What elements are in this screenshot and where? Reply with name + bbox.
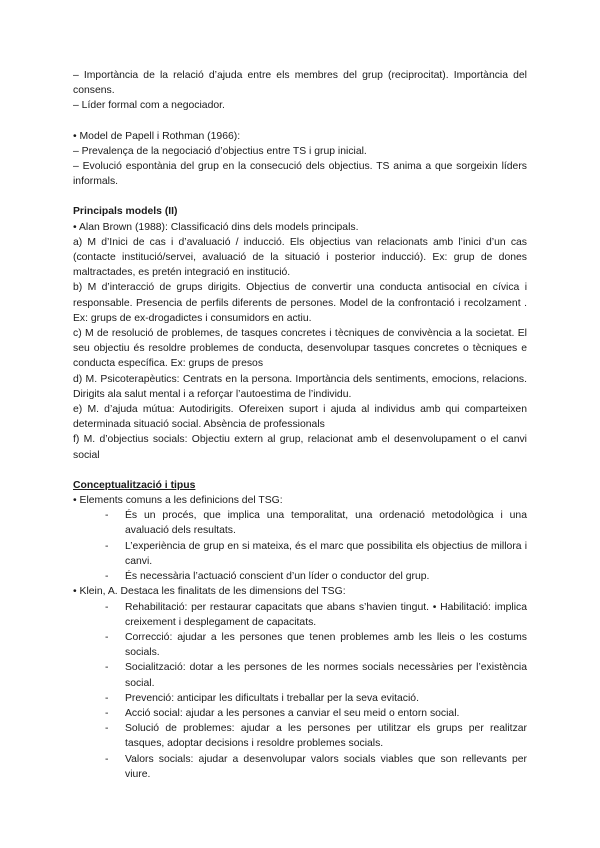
model-item: f) M. d’objectius socials: Objectiu extern al grup, relacionat amb el desenvolupament o el canvi social xyxy=(73,434,527,461)
list-item-text: És necessària l’actuació conscient d’un líder o conductor del grup. xyxy=(125,571,430,583)
document-page xyxy=(73,68,527,782)
dash-marker: - xyxy=(105,723,109,735)
list-item-text: Solució de problemes: ajudar a les persones per utilitzar els grups per realitzar tasques, adoptar decisions i resoldre problemes socials. xyxy=(125,723,527,750)
list-item-text: Prevenció: anticipar les dificultats i treballar per la seva evitació. xyxy=(125,692,419,704)
list-item-text: Socialització: dotar a les persones de les normes socials necessàries per l’existència social. xyxy=(125,662,527,689)
dash-marker: - xyxy=(105,571,109,583)
intro-line: – Líder formal com a negociador. xyxy=(73,100,225,112)
list-item-text: És un procés, que implica una temporalitat, una ordenació metodològica i una avaluació dels resultats. xyxy=(125,510,527,537)
list-item xyxy=(105,691,527,706)
model-item: a) M d’Inici de cas i d’avaluació / inducció. Els objectius van relacionats amb l’inici d’un cas (contacte institució/servei, avaluació de la situació i posterior inducció). Ex: grup de dones maltractades, es pretén integració en institució. xyxy=(73,236,527,279)
spacer xyxy=(73,114,527,129)
papell-item: – Evolució espontània del grup en la consecució dels objectius. TS anima a que sorgeixin líders informals. xyxy=(73,161,527,188)
list-item xyxy=(105,630,527,660)
section-heading-conceptualitzacio: Conceptualització i tipus xyxy=(73,479,196,491)
list-item xyxy=(105,539,527,569)
dash-marker: - xyxy=(105,662,109,674)
dash-marker: - xyxy=(105,631,109,643)
klein-title: • Klein, A. Destaca les finalitats de les dimensions del TSG: xyxy=(73,586,346,598)
list-item xyxy=(105,706,527,721)
dash-marker: - xyxy=(105,753,109,765)
list-item xyxy=(105,660,527,690)
dash-marker: - xyxy=(105,601,109,613)
list-item-text: Valors socials: ajudar a desenvolupar valors socials viables que son rellevants per viure. xyxy=(125,753,527,780)
list-item-text: Acció social: ajudar a les persones a canviar el seu meid o entorn social. xyxy=(125,707,460,719)
papell-item: – Prevalença de la negociació d’objectius entre TS i grup inicial. xyxy=(73,145,367,157)
list-item-text: Rehabilitació: per restaurar capacitats que abans s’havien tingut. • Habilitació: implica creixement i desplegament de capacitats. xyxy=(125,601,527,628)
list-item-text: Correcció: ajudar a les persones que tenen problemes amb les lleis o les costums socials. xyxy=(125,631,527,659)
list-item xyxy=(105,721,527,751)
list-item-text: L’experiència de grup en si mateixa, és el marc que possibilita els objectius de millora i canvi. xyxy=(125,540,527,567)
list-item xyxy=(105,600,527,630)
section-heading-principals: Principals models (II) xyxy=(73,206,178,218)
spacer xyxy=(73,189,527,204)
model-item: d) M. Psicoterapèutics: Centrats en la persona. Importància dels sentiments, emocions, relacions. Dirigits ala salut mental i a reforçar l’autoestima de l’individu. xyxy=(73,373,527,400)
intro-line: – Importància de la relació d’ajuda entre els membres del grup (reciprocitat). Importància del consens. xyxy=(73,70,527,97)
klein-list xyxy=(73,600,527,782)
list-item xyxy=(105,752,527,782)
model-item: c) M de resolució de problemes, de tasques concretes i tècniques de convivència a la societat. El seu objectiu és resoldre problemes de conducta, desenvolupar tasques concretes o tècniques e conducta específica. Ex: grups de presos xyxy=(73,328,527,370)
model-item: e) M. d’ajuda mútua: Autodirigits. Ofereixen suport i ajuda al individus amb qui comparteixen determinada situació social. Absència de professionals xyxy=(73,404,527,431)
list-item xyxy=(105,508,527,538)
model-item: b) M d’interacció de grups dirigits. Objectius de convertir una conducta antisocial en cívica i responsable. Presencia de perfils diferents de persones. Model de la confrontació i recolzament . Ex: grups de ex-drogadictes i consumidors en actiu. xyxy=(73,282,527,324)
dash-marker: - xyxy=(105,707,109,719)
spacer xyxy=(73,463,527,478)
elements-list xyxy=(73,508,527,584)
principals-intro: • Alan Brown (1988): Classificació dins dels models principals. xyxy=(73,221,359,233)
elements-title: • Elements comuns a les definicions del TSG: xyxy=(73,495,283,507)
papell-title: • Model de Papell i Rothman (1966): xyxy=(73,130,241,142)
dash-marker: - xyxy=(105,510,109,522)
dash-marker: - xyxy=(105,692,109,704)
dash-marker: - xyxy=(105,540,109,552)
list-item xyxy=(105,569,527,584)
